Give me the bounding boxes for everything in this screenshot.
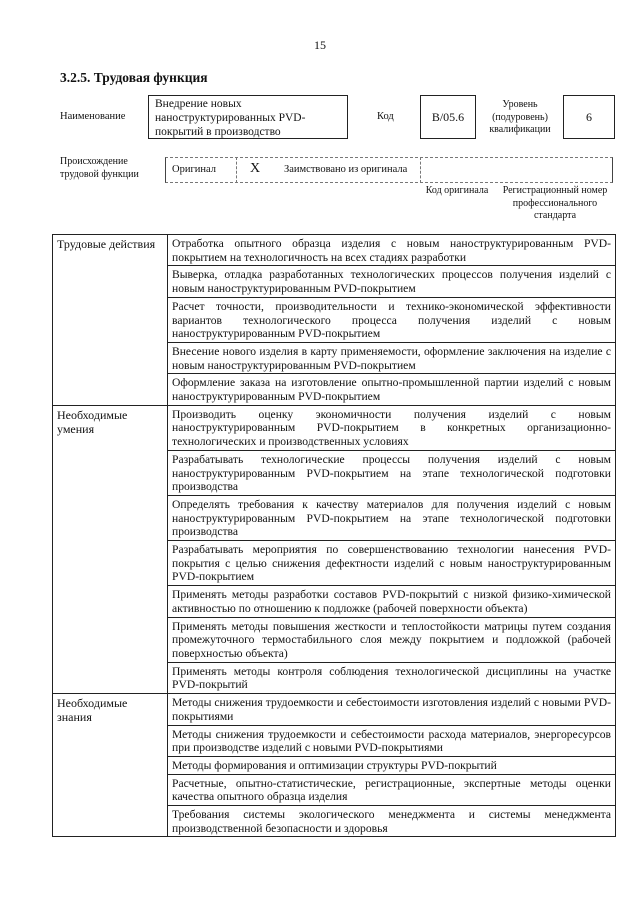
category-required-skills: Необходимые умения (53, 405, 168, 693)
table-row (53, 694, 616, 725)
table-cell: Выверка, отладка разработанных технологических процессов получения изделий с новым наноструктурированным PVD-покрытием (168, 266, 616, 297)
code-box (420, 95, 476, 139)
level-box (563, 95, 615, 139)
function-details-table (52, 234, 616, 837)
table-cell: Расчет точности, производительности и технико-экономической эффективности вариантов технологического процесса получения изделий с новым наноструктурированным PVD-покрытием (168, 297, 616, 342)
table-cell: Разрабатывать технологические процессы получения изделий с новым наноструктурированным PVD-покрытием на этапе технологической подготовки производства (168, 450, 616, 495)
function-name: Внедрение новых наноструктурированных PVD-покрытий в производство (155, 98, 306, 138)
registration-number-label: Регистрационный номер профессионального стандарта (502, 185, 608, 221)
origin-label: Происхождение трудовой функции (60, 156, 139, 180)
table-cell: Отработка опытного образца изделия с новым наноструктурированным PVD-покрытием на технологичность на всех стадиях разработки (168, 235, 616, 266)
level-label: Уровень (подуровень) квалификации (489, 99, 551, 135)
table-cell: Производить оценку экономичности получения изделий с новым наноструктурированным PVD-покрытием в конкретных организационно-технологических и производственных условиях (168, 405, 616, 450)
table-cell: Требования системы экологического менеджмента и системы менеджмента производственной безопасности и здоровья (168, 806, 616, 837)
borrowed-label: Заимствовано из оригинала (284, 164, 408, 175)
table-row (53, 235, 616, 266)
original-mark: X (250, 161, 261, 176)
table-cell: Применять методы повышения жесткости и теплостойкости матрицы путем создания промежуточного термостабильного слоя между покрытием и подложкой (рабочей поверхностью объекта) (168, 617, 616, 662)
level-value: 6 (586, 109, 592, 124)
table-cell: Применять методы контроля соблюдения технологической дисциплины на участке PVD-покрытий (168, 662, 616, 693)
table-cell: Определять требования к качеству материалов для получения изделий с новым наноструктурированным PVD-покрытием на этапе технологической подготовки производства (168, 495, 616, 540)
table-cell: Методы снижения трудоемкости и себестоимости расхода материалов, энергоресурсов при производстве изделий с новыми PVD-покрытиями (168, 725, 616, 756)
table-cell: Применять методы разработки составов PVD-покрытий с низкой физико-химической активностью по отношению к подложке (рабочей поверхности объекта) (168, 586, 616, 617)
origin-divider (420, 157, 422, 183)
table-cell: Методы формирования и оптимизации структуры PVD-покрытий (168, 756, 616, 774)
code-value: B/05.6 (431, 109, 465, 124)
function-name-box (148, 95, 348, 139)
code-original-label: Код оригинала (425, 185, 489, 196)
code-label: Код (377, 111, 394, 122)
section-title: 3.2.5. Трудовая функция (60, 70, 208, 85)
table-cell: Разрабатывать мероприятия по совершенствованию технологии нанесения PVD-покрытия с целью снижения дефектности изделий с новым наноструктурированным PVD-покрытием (168, 541, 616, 586)
category-labor-actions: Трудовые действия (53, 235, 168, 406)
page-number: 15 (314, 38, 326, 52)
name-label: Наименование (60, 111, 126, 122)
original-label: Оригинал (172, 164, 216, 175)
table-cell: Методы снижения трудоемкости и себестоимости изготовления изделий с новыми PVD-покрытиями (168, 694, 616, 725)
origin-divider (236, 157, 238, 183)
table-cell: Оформление заказа на изготовление опытно-промышленной партии изделий с новым наноструктурированным PVD-покрытием (168, 374, 616, 405)
table-row (53, 405, 616, 450)
category-required-knowledge: Необходимые знания (53, 694, 168, 837)
table-cell: Расчетные, опытно-статистические, регистрационные, экспертные методы оценки качества опытного образца изделия (168, 774, 616, 805)
table-cell: Внесение нового изделия в карту применяемости, оформление заключения на изделие с новым наноструктурированным PVD-покрытием (168, 342, 616, 373)
